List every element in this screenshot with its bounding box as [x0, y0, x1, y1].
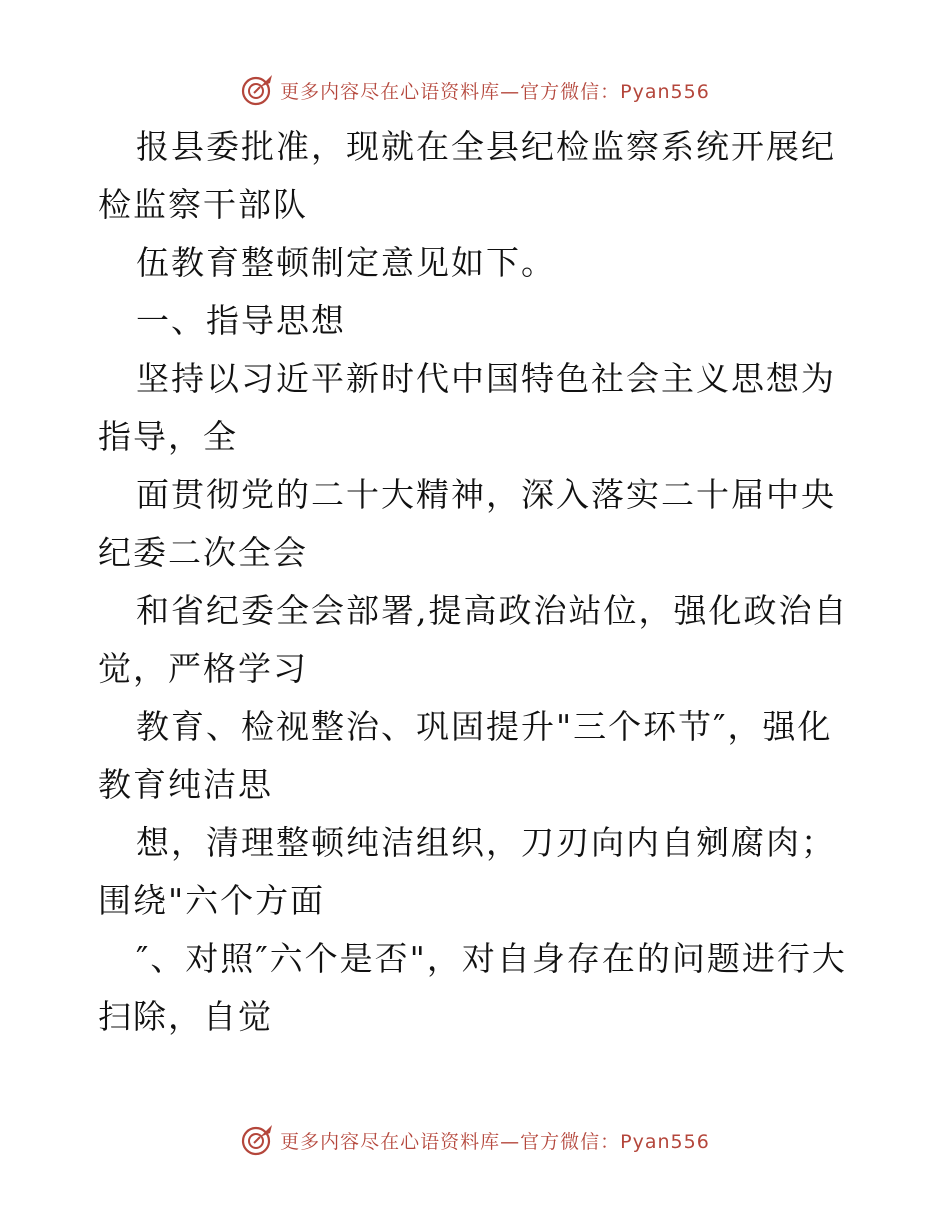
section-heading: 一、指导思想 — [136, 301, 346, 340]
watermark-text: 更多内容尽在心语资料库—官方微信：Pyan556 — [280, 1130, 710, 1153]
paragraph: 坚持以习近平新时代中国特色社会主义思想为指导，全 — [98, 359, 836, 456]
paragraph: 教育、检视整治、巩固提升"三个环节″，强化教育纯洁思 — [98, 707, 833, 804]
footer-watermark — [0, 1120, 950, 1160]
quill-logo-icon — [240, 73, 274, 107]
paragraph: 伍教育整顿制定意见如下。 — [136, 243, 556, 282]
document-body — [98, 118, 858, 1046]
paragraph: 报县委批准，现就在全县纪检监察系统开展纪检监察干部队 — [98, 127, 836, 224]
paragraph: 和省纪委全会部署,提高政治站位，强化政治自觉，严格学习 — [98, 591, 849, 688]
paragraph: 面贯彻党的二十大精神，深入落实二十届中央纪委二次全会 — [98, 475, 836, 572]
watermark-text: 更多内容尽在心语资料库—官方微信：Pyan556 — [280, 80, 710, 103]
quill-logo-icon — [240, 1123, 274, 1157]
paragraph: ″、对照″六个是否"，对自身存在的问题进行大扫除，自觉 — [98, 939, 847, 1036]
paragraph: 想，清理整顿纯洁组织，刀刃向内自剜腐肉；围绕"六个方面 — [98, 823, 836, 920]
header-watermark — [0, 70, 950, 110]
